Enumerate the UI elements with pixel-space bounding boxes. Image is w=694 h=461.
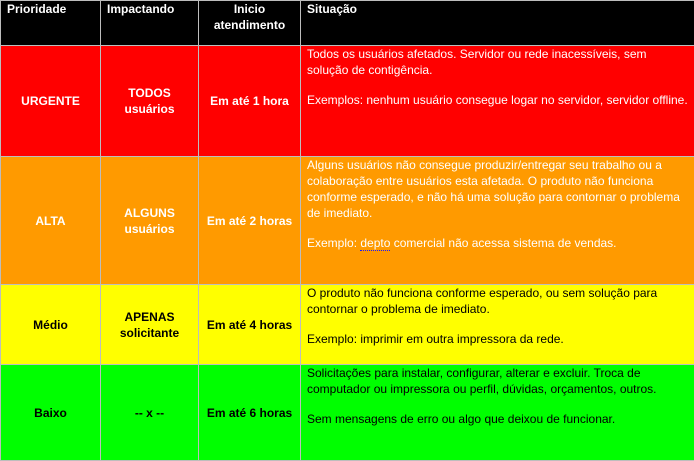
header-row [1,1,694,46]
priority-cell: Médio [1,285,101,365]
row-baixo [1,365,694,461]
priority-cell: URGENTE [1,46,101,157]
situation-text: Alguns usuários não consegue produzir/entregar seu trabalho ou a colaboração entre usuários esta afetada. O produto não funciona conforme esperado, e não há uma solução para contornar o problema de imediato. [307,157,688,221]
situation-cell [301,285,694,365]
row-alta [1,157,694,285]
row-medio [1,285,694,365]
start-time-cell: Em até 2 horas [199,157,301,285]
impact-cell: APENAS solicitante [101,285,199,365]
spellcheck-marked-word: depto [360,236,390,251]
impact-cell: ALGUNS usuários [101,157,199,285]
impact-cell: -- x -- [101,365,199,461]
situation-cell [301,365,694,461]
example-text: Exemplos: nenhum usuário consegue logar no servidor, servidor offline. [307,92,688,108]
start-time-cell: Em até 1 hora [199,46,301,157]
header-priority: Prioridade [1,1,101,46]
situation-text: Solicitações para instalar, configurar, alterar e excluir. Troca de computador ou impressora ou perfil, dúvidas, orçamentos, outros. [307,365,688,397]
example-text: Sem mensagens de erro ou algo que deixou de funcionar. [307,411,688,427]
situation-text: Todos os usuários afetados. Servidor ou rede inacessíveis, sem solução de contigência. [307,46,688,78]
priority-cell: ALTA [1,157,101,285]
priority-cell: Baixo [1,365,101,461]
situation-cell [301,157,694,285]
header-impact: Impactando [101,1,199,46]
example-text: Exemplo: imprimir em outra impressora da rede. [307,331,688,347]
header-start-time: Inicio atendimento [199,1,301,46]
header-situation: Situação [301,1,694,46]
example-text [307,235,688,251]
situation-text: O produto não funciona conforme esperado, ou sem solução para contornar o problema de imediato. [307,285,688,317]
example-prefix: Exemplo: [307,236,360,250]
start-time-cell: Em até 6 horas [199,365,301,461]
start-time-cell: Em até 4 horas [199,285,301,365]
impact-cell: TODOS usuários [101,46,199,157]
example-suffix: comercial não acessa sistema de vendas. [390,236,616,250]
situation-cell [301,46,694,157]
row-urgente [1,46,694,157]
